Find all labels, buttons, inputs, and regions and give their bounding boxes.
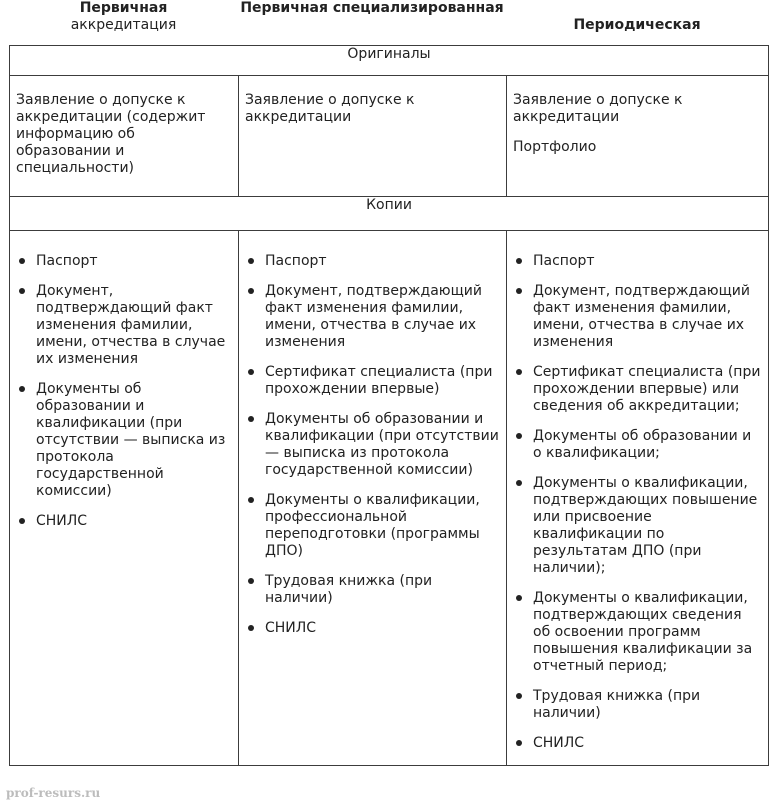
column-header-primary — [9, 0, 238, 46]
originals-cell-periodic — [507, 76, 769, 197]
copies-list — [513, 253, 762, 752]
list-item: Сертификат специалиста (при прохождении впервые) — [245, 364, 500, 398]
list-item: Паспорт — [245, 253, 500, 270]
list-item: Паспорт — [513, 253, 762, 270]
originals-section-label: Оригиналы — [10, 46, 769, 76]
column-header-bold: Первичная специализированная — [240, 0, 504, 16]
copies-cell-periodic — [507, 231, 769, 766]
list-item: Трудовая книжка (при наличии) — [513, 688, 762, 722]
list-item: СНИЛС — [16, 513, 232, 530]
list-item: Паспорт — [16, 253, 232, 270]
column-header-bold: Периодическая — [573, 17, 701, 33]
list-item: Документ, подтверждающий факт изменения фамилии, имени, отчества в случае их изменения — [513, 283, 762, 351]
list-item: Документы об образовании и квалификации (при отсутствии — выписка из протокола государственной комиссии) — [245, 411, 500, 479]
document-item: Заявление о допуске к аккредитации — [245, 92, 415, 125]
document-item: Заявление о допуске к аккредитации (содержит информацию об образовании и специальности) — [16, 92, 206, 176]
column-header-normal: аккредитация — [70, 17, 177, 33]
list-item: Сертификат специалиста (при прохождении впервые) или сведения об аккредитации; — [513, 364, 762, 415]
list-item: СНИЛС — [245, 620, 500, 637]
list-item: Документы о квалификации, подтверждающих сведения об освоении программ повышения квалификации за отчетный период; — [513, 590, 762, 675]
list-item: Документы об образовании и о квалификации; — [513, 428, 762, 462]
document-item: Заявление о допуске к аккредитации — [513, 92, 683, 125]
copies-list — [245, 253, 500, 637]
watermark: prof-resurs.ru — [6, 786, 101, 800]
copies-list — [16, 253, 232, 530]
copies-cell-specialized — [239, 231, 507, 766]
list-item: Документ, подтверждающий факт изменения фамилии, имени, отчества в случае их изменения — [245, 283, 500, 351]
list-item: Документы о квалификации, профессиональной переподготовки (программы ДПО) — [245, 492, 500, 560]
document-item: Портфолио — [513, 139, 597, 155]
documents-table — [9, 45, 769, 766]
copies-section-label: Копии — [10, 197, 769, 231]
list-item: Документ, подтверждающий факт изменения фамилии, имени, отчества в случае их изменения — [16, 283, 232, 368]
column-header-primary-specialized — [238, 0, 506, 46]
copies-cell-primary — [10, 231, 239, 766]
list-item: Трудовая книжка (при наличии) — [245, 573, 500, 607]
list-item: СНИЛС — [513, 735, 762, 752]
column-header-bold: Первичная — [79, 0, 168, 16]
list-item: Документы об образовании и квалификации (при отсутствии — выписка из протокола государственной комиссии) — [16, 381, 232, 500]
list-item: Документы о квалификации, подтверждающих повышение или присвоение квалификации по результатам ДПО (при наличии); — [513, 475, 762, 577]
originals-cell-primary — [10, 76, 239, 197]
originals-cell-specialized — [239, 76, 507, 197]
